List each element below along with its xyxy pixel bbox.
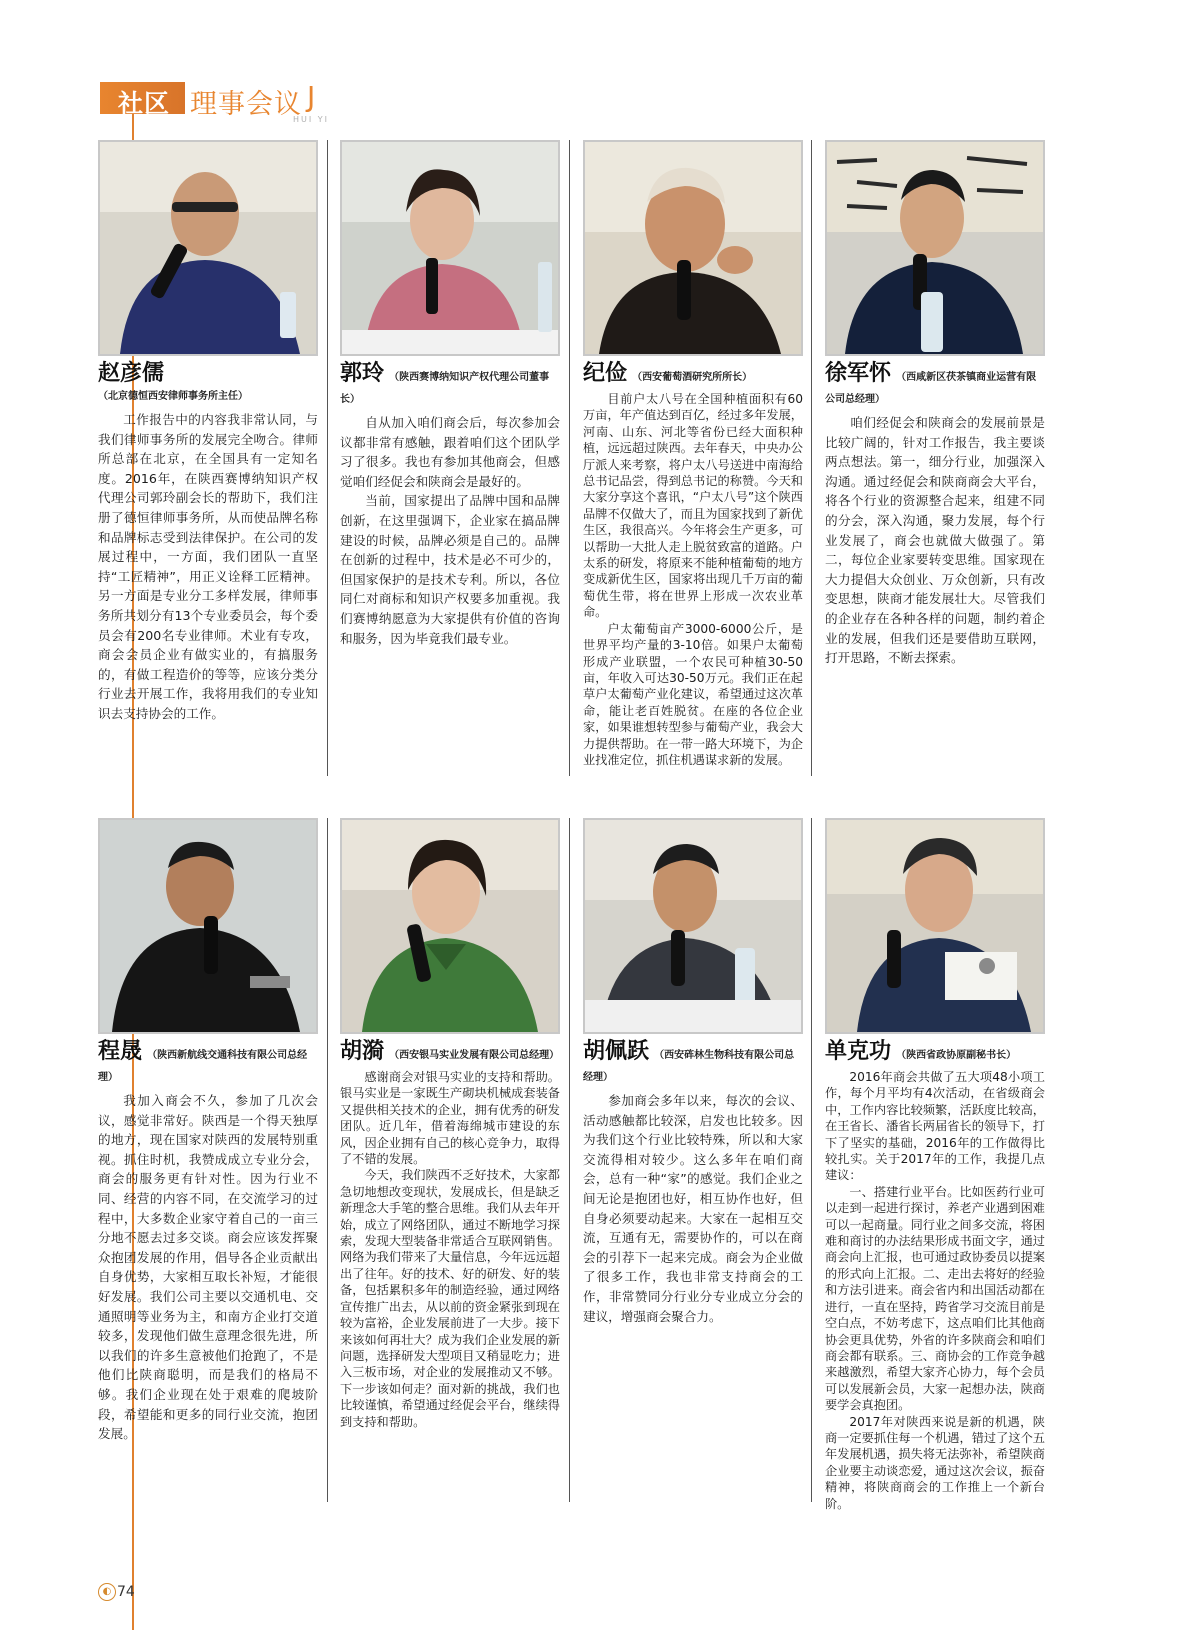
speaker-name: 纪俭 — [583, 361, 628, 386]
speech-text — [340, 413, 560, 648]
speech-paragraph: 当前，国家提出了品牌中国和品牌创新，在这里强调下，企业家在搞品牌建设的时候，品牌必须是自己的。品牌在创新的过程中，技术是必不可少的，但国家保护的是技术专利。所以，各位同仁对商标和知识产权要多加重视。我们赛博纳愿意为大家提供有价值的咨询和服务，因为毕竟我们最专业。 — [340, 493, 560, 646]
column-divider — [327, 140, 328, 776]
speaker-photo — [98, 818, 318, 1034]
speaker-affiliation: （陕西赛博纳知识产权代理公司董事长） — [340, 372, 550, 405]
speaker-affiliation: （北京德恒西安律师事务所主任） — [98, 391, 248, 402]
speech-paragraph: 目前户太八号在全国种植面积有60万亩，年产值达到百亿，经过多年发展，河南、山东、河北等省份已经大面积种植，远远超过陕西。去年春天，中央办公厅派人来考察，将户太八号送进中南海给总书记品尝，得到总书记的称赞。今天和大家分享这个喜讯，“户太八号”这个陕西品牌不仅做大了，而且为国家找到了新优生区，我很高兴。今年将会生产更多，可以帮助一大批人走上脱贫致富的道路。户太系的研发，将原来不能种植葡萄的地方变成新优生区，国家将出现几千万亩的葡萄优生带，将在世界上形成一次农业革命。 — [583, 392, 803, 620]
speaker-name: 赵彦儒 — [98, 361, 165, 386]
speaker-name: 单克功 — [825, 1039, 892, 1064]
section-pinyin: HUI YI — [293, 115, 330, 124]
column-divider — [811, 140, 812, 776]
speech-text — [825, 1069, 1045, 1512]
speech-paragraph: 我加入商会不久，参加了几次会议，感觉非常好。陕西是一个得天独厚的地方，现在国家对陕西的发展特别重视。抓住时机，我赞成成立专业分会，商会的服务更有针对性。因为行业不同、经营的内容不同，在交流学习的过程中，大多数企业家守着自己的一亩三分地不愿去过多交谈。商会应该发挥聚众抱团发展的作用，倡导各企业贡献出自身优势，大家相互取长补短，才能很好发展。我们公司主要以交通机电、交通照明等业务为主，和南方企业打交道较多，发现他们做生意理念很先进，所以我们的许多生意被他们抢跑了，不是他们比陕商聪明，而是我们的格局不够。我们企业现在处于艰难的爬坡阶段，希望能和更多的同行业交流，抱团发展。 — [98, 1093, 318, 1442]
speaker-card — [340, 818, 560, 1430]
speech-paragraph: 户太葡萄亩产3000-6000公斤，是世界平均产量的3-10倍。如果户太葡萄形成产业联盟，一个农民可种植30-50亩，年收入可达30-50万元。我们正在起草户太葡萄产业化建议，希望通过这次革命，能让老百姓脱贫。在座的各位企业家，如果谁想转型参与葡萄产业，我会大力提供帮助。在一带一路大环境下，为企业找准定位，抓住机遇谋求新的发展。 — [583, 621, 803, 767]
speech-paragraph: 今天，我们陕西不乏好技术，大家都急切地想改变现状，发展成长，但是缺乏新理念大手笔的整合思维。我们从去年开始，成立了网络团队，通过不断地学习探索，发现大型装备非常适合互联网销售。网络为我们带来了大量信息，今年远远超出了往年。好的技术、好的研发、好的装备，包括累积多年的制造经验，通过网络宣传推广出去，从以前的资金紧张到现在较为富裕，企业发展前进了一大步。接下来该如何再壮大？成为我们企业发展的新问题，选择研发大型项目又稍显吃力；进入三板市场，对企业的发展推动又不够。下一步该如何走？面对新的挑战，我们也比较谨慎，希望通过经促会平台，继续得到支持和帮助。 — [340, 1168, 560, 1429]
speaker-photo — [340, 818, 560, 1034]
speech-paragraph: 工作报告中的内容我非常认同，与我们律师事务所的发展完全吻合。律师所总部在北京，在全国具有一定知名度。2016年，在陕西赛博纳知识产权代理公司郭玲副会长的帮助下，我们注册了德恒律师事务所，从而使品牌名称和品牌标志受到法律保护。在公司的发展过程中，一方面，我们团队一直坚持“工匠精神”，用正义诠释工匠精神。另一方面是专业分工多样发展，律师事务所共划分有13个专业委员会，每个委员会有200名专业律师。术业有专攻，商会会员企业有做实业的，有搞服务的，有做工程造价的等等，应该分类分行业去开展工作，我将用我们的专业知识去支持协会的工作。 — [98, 412, 318, 721]
speaker-name: 徐军怀 — [825, 361, 892, 386]
speech-paragraph: 咱们经促会和陕商会的发展前景是比较广阔的，针对工作报告，我主要谈两点想法。第一，细分行业，加强深入沟通。通过经促会和陕商商会大平台，将各个行业的资源整合起来，组建不同的分会，深入沟通，聚力发展，每个行业发展了，商会也就做大做强了。第二，每位企业家要转变思维。国家现在大力提倡大众创业、万众创新，只有改变思想，陕商才能发展壮大。尽管我们的企业存在各种各样的问题，制约着企业的发展，但我们还是要借助互联网，打开思路，不断去探索。 — [825, 415, 1045, 666]
speaker-card — [583, 140, 803, 768]
speaker-card — [340, 140, 560, 648]
magazine-logo-icon: ◐ — [98, 1583, 116, 1601]
speech-paragraph: 2017年对陕西来说是新的机遇，陕商一定要抓住每一个机遇，错过了这个五年发展机遇，损失将无法弥补，希望陕商企业要主动谈恋爱，通过这次会议，振奋精神，将陕商商会的工作推上一个新台阶。 — [825, 1414, 1045, 1511]
speech-paragraph: 一、搭建行业平台。比如医药行业可以走到一起进行探讨，养老产业遇到困难可以一起商量。同行业之间多交流，将困难和商讨的办法结果形成书面文字，通过商会向上汇报，也可通过政协委员以提案的形式向上汇报。二、走出去将好的经验和方法引进来。商会省内和出国活动都在进行，一直在坚持，跨省学习交流目前是空白点，不妨考虑下，这点咱们比其他商协会更具优势，外省的许多陕商会和咱们商会都有联系。三、商协会的工作竞争越来越激烈，希望大家齐心协力，每个会员可以发展新会员，大家一起想办法，陕商要学会真抱团。 — [825, 1184, 1045, 1413]
title-bracket: J — [307, 80, 316, 113]
section-tag — [100, 82, 185, 118]
speech-text — [98, 1091, 318, 1444]
column-divider — [811, 818, 812, 1502]
speaker-card — [825, 140, 1045, 668]
speaker-photo — [825, 818, 1045, 1034]
speaker-photo — [825, 140, 1045, 356]
speaker-affiliation: （陕西新航线交通科技有限公司总经理） — [98, 1050, 308, 1083]
speech-text — [583, 391, 803, 768]
speech-paragraph: 参加商会多年以来，每次的会议、活动感触都比较深，启发也比较多。因为我们这个行业比较特殊，所以和大家交流得相对较少。这么多年在咱们商会，总有一种“家”的感觉。我们企业之间无论是抱团也好，相互协作也好，但自身必须要动起来。大家在一起相互交流，互通有无，需要协作的，可以在商会的引荐下一起来完成。商会为企业做了很多工作，我也非常支持商会的工作，非常赞同分行业分专业成立分会的建议，增强商会聚合力。 — [583, 1093, 803, 1324]
page-number-text: 74 — [117, 1584, 135, 1600]
speaker-affiliation: （西咸新区茯茶镇商业运营有限公司总经理） — [825, 372, 1037, 405]
speaker-affiliation: （西安银马实业发展有限公司总经理） — [389, 1050, 560, 1061]
speaker-name: 程晟 — [98, 1039, 143, 1064]
speech-text — [583, 1091, 803, 1326]
speaker-name: 胡佩跃 — [583, 1039, 650, 1064]
speaker-card — [98, 140, 318, 724]
speaker-name: 郭玲 — [340, 361, 385, 386]
speaker-photo — [583, 818, 803, 1034]
speaker-photo — [340, 140, 560, 356]
speaker-photo — [583, 140, 803, 356]
column-divider — [569, 818, 570, 1502]
column-divider — [327, 818, 328, 1502]
speech-paragraph: 感谢商会对银马实业的支持和帮助。银马实业是一家既生产砌块机械成套装备又提供相关技术的企业，拥有优秀的研发团队。近几年，借着海绵城市建设的东风，因企业拥有自己的核心竞争力，取得了不错的发展。 — [340, 1070, 560, 1167]
section-name: 社区 — [118, 89, 171, 118]
speech-text — [340, 1069, 560, 1430]
speaker-affiliation: （西安葡萄酒研究所所长） — [632, 372, 753, 383]
page-number — [98, 1583, 135, 1601]
speaker-name: 胡漪 — [340, 1039, 385, 1064]
speaker-photo — [98, 140, 318, 356]
speaker-card — [98, 818, 318, 1444]
speech-text — [825, 413, 1045, 668]
speaker-affiliation: （陕西省政协原副秘书长） — [896, 1050, 1017, 1061]
section-title: 理事会议 — [190, 89, 302, 120]
speaker-affiliation: （西安砗林生物科技有限公司总经理） — [583, 1050, 795, 1083]
speech-paragraph: 自从加入咱们商会后，每次参加会议都非常有感触，跟着咱们这个团队学习了很多。我也有参加其他商会，但感觉咱们经促会和陕商会是最好的。 — [340, 415, 560, 489]
speaker-card — [825, 818, 1045, 1512]
section-header — [100, 82, 400, 128]
speaker-card — [583, 818, 803, 1326]
speech-paragraph: 2016年商会共做了五大项48小项工作，每个月平均有4次活动，在省级商会中，工作内容比较频繁，活跃度比较高，在王省长、潘省长两届省长的领导下，打下了坚实的基础，2016年的工作做得比较扎实。关于2017年的工作，我提几点建议： — [825, 1070, 1045, 1183]
column-divider — [569, 140, 570, 776]
speech-text — [98, 410, 318, 724]
